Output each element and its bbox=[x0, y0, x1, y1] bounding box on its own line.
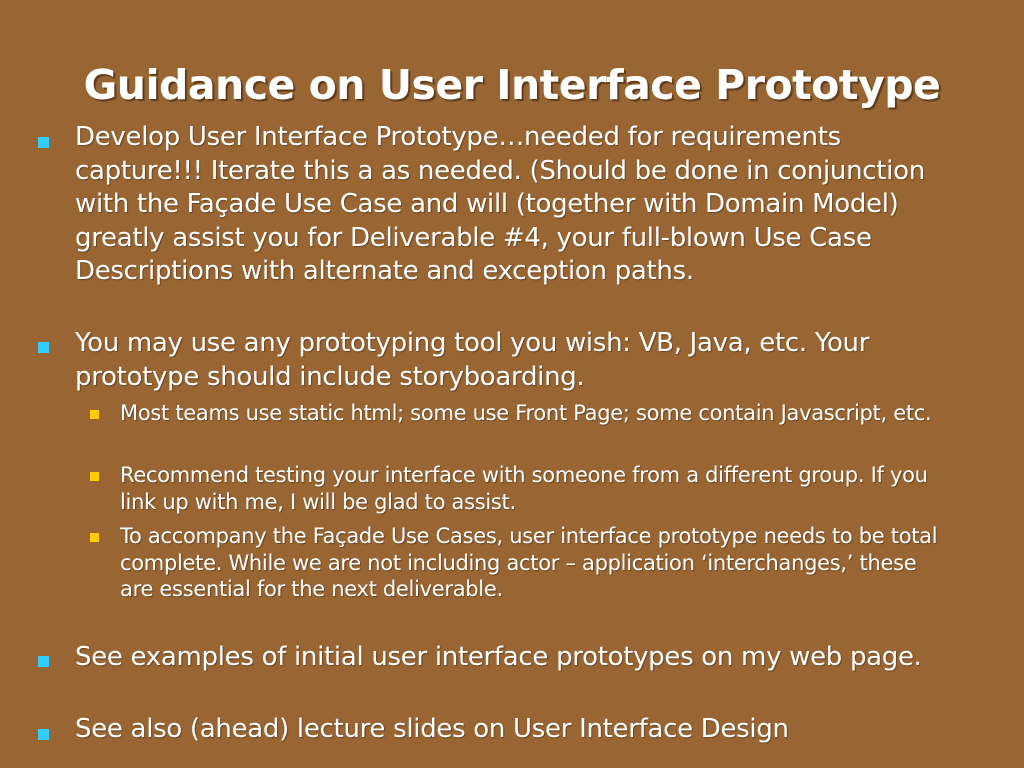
bullet-text: You may use any prototyping tool you wish: VB, Java, etc. Your prototype should include storyboarding. bbox=[75, 328, 870, 392]
bullet-text: Develop User Interface Prototype…needed for requirements capture!!! Iterate this a as needed. (Should be done in conjunction with the Façade Use Case and will (together with Domain Model) greatly assist you for Deliverable #4, your full-blown Use Case Descriptions with alternate and exception paths. bbox=[75, 122, 925, 286]
sub-bullet-square-icon bbox=[90, 472, 99, 481]
bullet-text: See examples of initial user interface prototypes on my web page. bbox=[75, 642, 922, 672]
bullet-square-icon bbox=[38, 729, 49, 740]
bullet-square-icon bbox=[38, 342, 49, 353]
bullet-square-icon bbox=[38, 137, 49, 148]
bullet-square-icon bbox=[38, 656, 49, 667]
sub-bullet-text: To accompany the Façade Use Cases, user interface prototype needs to be total complete. While we are not including actor – application ‘interchanges,’ these are essential for the next deliverable. bbox=[120, 524, 938, 601]
slide-title: Guidance on User Interface Prototype bbox=[83, 61, 941, 110]
sub-bullet-text: Most teams use static html; some use Front Page; some contain Javascript, etc. bbox=[120, 401, 932, 425]
sub-bullet-square-icon bbox=[90, 533, 99, 542]
bullet-text: See also (ahead) lecture slides on User Interface Design bbox=[75, 714, 789, 744]
sub-bullet-square-icon bbox=[90, 410, 99, 419]
sub-bullet-text: Recommend testing your interface with someone from a different group. If you link up with me, I will be glad to assist. bbox=[120, 463, 928, 514]
